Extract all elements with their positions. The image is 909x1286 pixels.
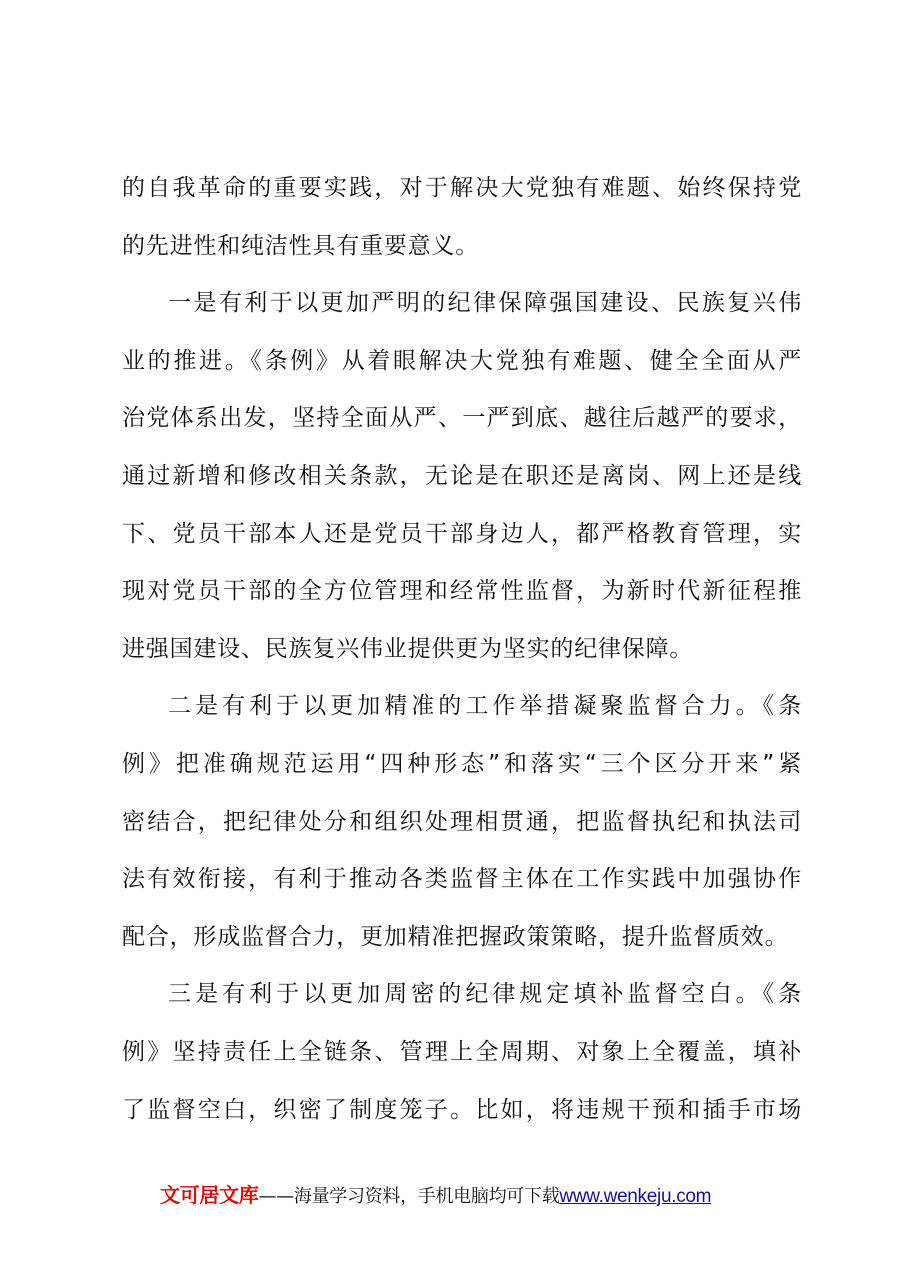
text-line-12: 密结合，把纪律处分和组织处理相贯通，把监督执纪和执法司: [122, 808, 802, 835]
text-line-1: 的自我革命的重要实践，对于解决大党独有难题、始终保持党: [122, 175, 802, 201]
text-line-16: 例》坚持责任上全链条、管理上全周期、对象上全覆盖，填补: [122, 1038, 802, 1065]
text-line-9: 进强国建设、民族复兴伟业提供更为坚实的纪律保障。: [122, 635, 694, 662]
text-line-11: 例》把准确规范运用“四种形态”和落实“三个区分开来”紧: [122, 750, 802, 777]
text-line-6: 通过新增和修改相关条款，无论是在职还是离岗、网上还是线: [122, 462, 802, 489]
footer-tagline: 海量学习资料，手机电脑均可下载: [293, 1186, 560, 1207]
text-line-17: 了监督空白，织密了制度笼子。比如，将违规干预和插手市场: [122, 1096, 802, 1123]
text-line-13: 法有效衔接，有利于推动各类监督主体在工作实践中加强协作: [122, 866, 802, 893]
text-line-10: 二是有利于以更加精准的工作举措凝聚监督合力。《条: [168, 693, 802, 720]
document-body: [122, 160, 802, 1139]
text-line-15: 三是有利于以更加周密的纪律规定填补监督空白。《条: [168, 981, 802, 1008]
text-line-2: 的先进性和纯洁性具有重要意义。: [122, 232, 479, 259]
text-line-7: 下、党员干部本人还是党员干部身边人，都严格教育管理，实: [122, 520, 802, 547]
text-line-3: 一是有利于以更加严明的纪律保障强国建设、民族复兴伟: [168, 290, 802, 317]
text-line-4: 业的推进。《条例》从着眼解决大党独有难题、健全全面从严: [122, 347, 802, 374]
text-line-5: 治党体系出发，坚持全面从严、一严到底、越往后越严的要求，: [122, 405, 802, 432]
brand-name: 文可居文库: [160, 1183, 259, 1207]
text-line-8: 现对党员干部的全方位管理和经常性监督，为新时代新征程推: [122, 578, 802, 605]
website-link[interactable]: www.wenkeju.com: [559, 1186, 712, 1207]
footer-dash: ——: [258, 1186, 294, 1207]
footer-banner: [160, 1180, 780, 1210]
text-line-14: 配合，形成监督合力，更加精准把握政策策略，提升监督质效。: [122, 923, 789, 950]
